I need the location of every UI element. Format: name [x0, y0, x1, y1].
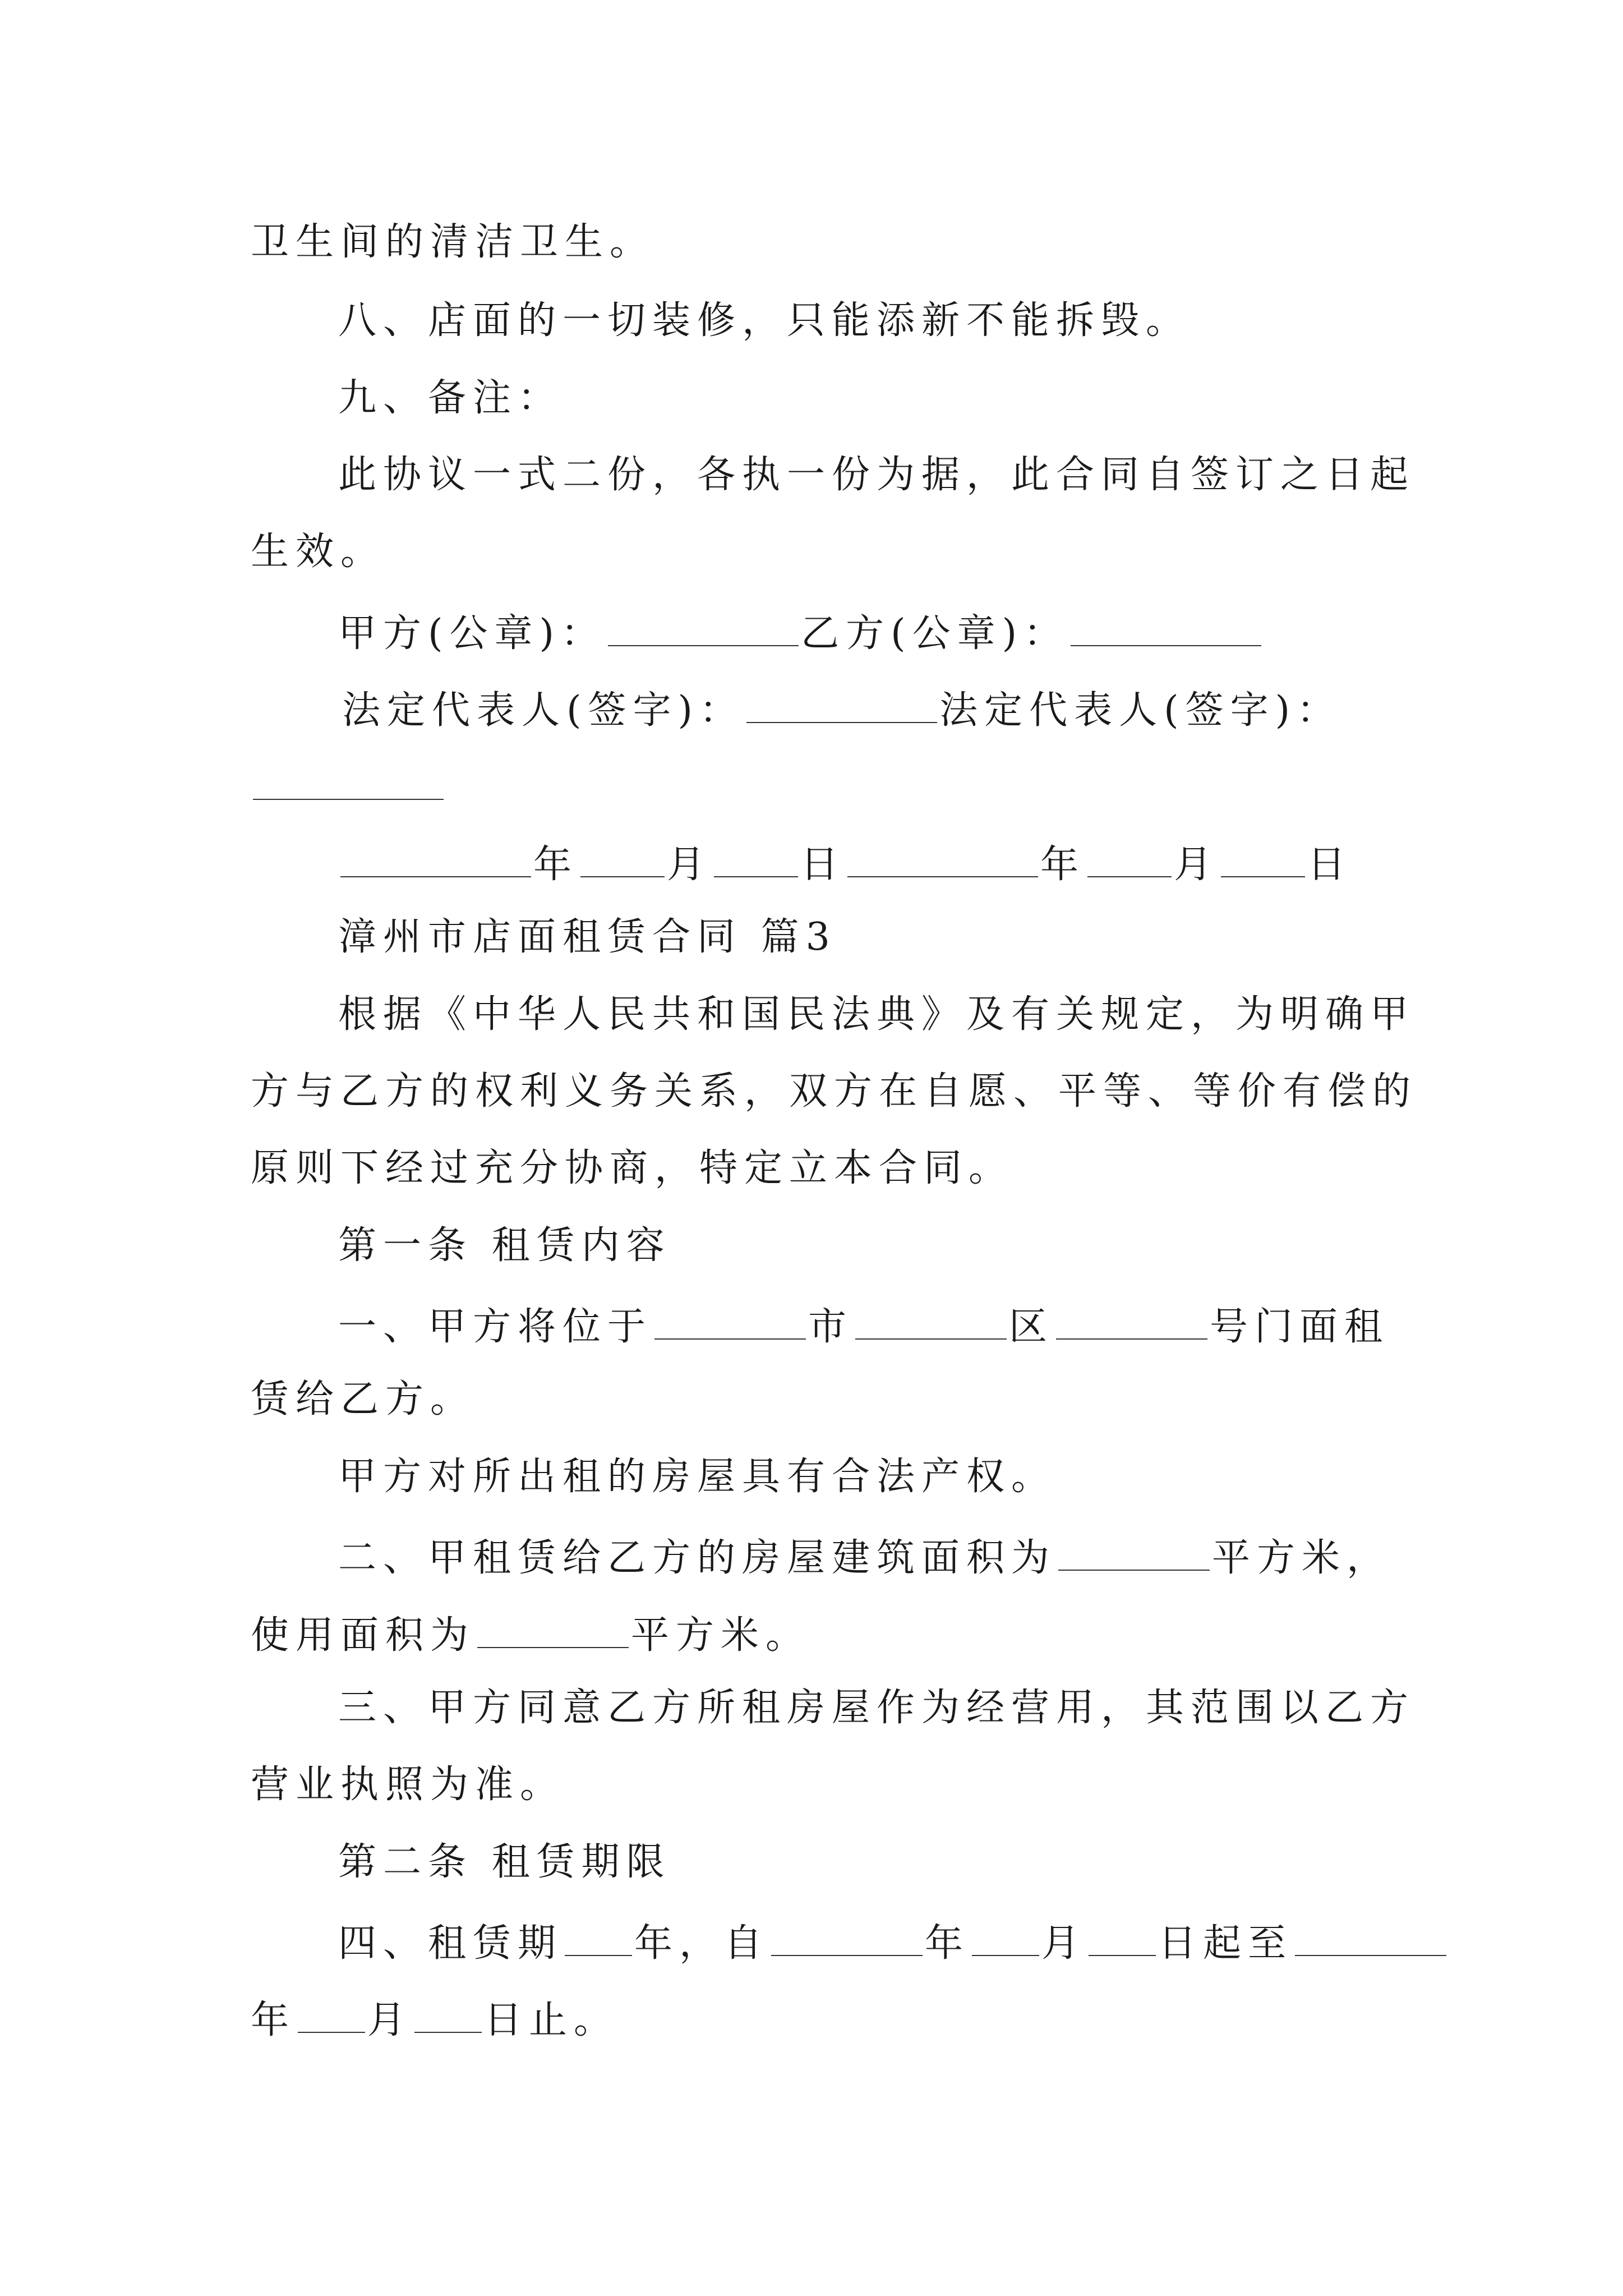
text-line	[0, 453, 1623, 497]
paragraph-text: 年，自	[634, 1921, 769, 1966]
party-b-seal-label: 乙方(公章)：	[801, 611, 1069, 656]
paragraph-text: 月	[1041, 1921, 1087, 1966]
paragraph-text: 日起至	[1158, 1921, 1293, 1966]
paragraph-text: 四、租赁期	[338, 1921, 563, 1966]
text-line	[0, 1920, 1623, 1966]
paragraph-text: 年	[925, 1921, 970, 1966]
party-a-representative-label: 法定代表人(签字)：	[342, 688, 745, 733]
party-b-representative-label: 法定代表人(签字)：	[939, 688, 1342, 733]
party-a-representative-blank[interactable]	[746, 687, 937, 723]
section-title: 漳州市店面租赁合同 篇3	[338, 915, 837, 959]
text-line	[0, 1455, 1623, 1499]
paragraph-text: 方与乙方的权利义务关系，双方在自愿、平等、等价有偿的	[251, 1069, 1418, 1114]
paragraph-text: 九、备注：	[338, 376, 563, 420]
date-month-label: 月	[1174, 843, 1219, 887]
text-line	[0, 764, 1623, 807]
date-year-blank[interactable]	[847, 841, 1038, 877]
paragraph-text: 赁给乙方。	[251, 1377, 476, 1421]
start-year-blank[interactable]	[771, 1920, 923, 1956]
text-line	[0, 1535, 1623, 1580]
house-number-blank[interactable]	[1056, 1304, 1207, 1340]
text-line	[0, 1377, 1623, 1421]
party-b-representative-blank[interactable]	[253, 764, 444, 800]
text-line	[0, 1146, 1623, 1190]
text-line	[0, 1304, 1623, 1349]
start-day-blank[interactable]	[1089, 1920, 1156, 1956]
paragraph-text: 使用面积为	[251, 1613, 476, 1658]
text-line	[0, 992, 1623, 1037]
paragraph-text: 区	[1009, 1305, 1054, 1349]
text-line	[0, 530, 1623, 574]
article-title: 第二条 租赁期限	[338, 1840, 671, 1884]
usable-area-blank[interactable]	[477, 1612, 629, 1648]
paragraph-text: 年	[251, 1998, 296, 2042]
party-a-seal-blank[interactable]	[608, 610, 799, 646]
paragraph-text: 根据《中华人民共和国民法典》及有关规定，为明确甲	[338, 992, 1415, 1037]
date-year-blank[interactable]	[340, 841, 531, 877]
paragraph-text: 此协议一式二份，各执一份为据，此合同自签订之日起	[338, 453, 1415, 497]
article-heading	[0, 1223, 1623, 1268]
text-line	[0, 1686, 1623, 1730]
paragraph-text: 日止。	[484, 1998, 619, 2042]
date-year-label: 年	[1040, 843, 1086, 887]
paragraph-text: 一、甲方将位于	[338, 1305, 653, 1349]
date-day-label: 日	[1307, 843, 1353, 887]
text-line	[0, 220, 1623, 264]
end-day-blank[interactable]	[414, 1997, 482, 2033]
date-month-blank[interactable]	[1087, 841, 1172, 877]
article-title: 第一条 租赁内容	[338, 1223, 671, 1268]
date-month-label: 月	[667, 843, 712, 887]
paragraph-text: 平方米，	[1212, 1536, 1392, 1580]
paragraph-text: 甲方对所出租的房屋具有合法产权。	[338, 1455, 1057, 1499]
paragraph-text: 市	[808, 1305, 854, 1349]
paragraph-text: 月	[367, 1998, 413, 2042]
start-month-blank[interactable]	[972, 1920, 1039, 1956]
section-heading	[0, 915, 1623, 959]
district-blank[interactable]	[855, 1304, 1007, 1340]
signature-representative-line	[0, 687, 1623, 733]
end-month-blank[interactable]	[298, 1997, 365, 2033]
clause-eight	[0, 298, 1623, 343]
text-line	[0, 1612, 1623, 1658]
lease-years-blank[interactable]	[565, 1920, 632, 1956]
date-day-label: 日	[800, 843, 846, 887]
date-month-blank[interactable]	[580, 841, 665, 877]
building-area-blank[interactable]	[1058, 1535, 1210, 1571]
paragraph-text: 原则下经过充分协商，特定立本合同。	[251, 1146, 1014, 1190]
date-day-blank[interactable]	[714, 841, 798, 877]
paragraph-text: 营业执照为准。	[251, 1763, 565, 1807]
article-heading	[0, 1840, 1623, 1884]
paragraph-text: 平方米。	[631, 1613, 811, 1658]
text-line	[0, 1997, 1623, 2040]
end-year-blank[interactable]	[1295, 1920, 1446, 1956]
city-blank[interactable]	[654, 1304, 806, 1340]
text-line	[0, 1763, 1623, 1807]
paragraph-text: 二、甲租赁给乙方的房屋建筑面积为	[338, 1536, 1057, 1580]
signature-date-line	[0, 841, 1623, 887]
paragraph-text: 三、甲方同意乙方所租房屋作为经营用，其范围以乙方	[338, 1686, 1415, 1730]
party-b-seal-blank[interactable]	[1071, 610, 1261, 646]
date-day-blank[interactable]	[1221, 841, 1305, 877]
paragraph-text: 卫生间的清洁卫生。	[251, 220, 655, 264]
date-year-label: 年	[533, 843, 579, 887]
text-line	[0, 1069, 1623, 1114]
paragraph-text: 生效。	[251, 530, 386, 574]
paragraph-text: 号门面租	[1210, 1305, 1390, 1349]
clause-nine	[0, 376, 1623, 420]
paragraph-text: 八、店面的一切装修，只能添新不能拆毁。	[338, 298, 1191, 343]
party-a-seal-label: 甲方(公章)：	[338, 611, 606, 656]
signature-party-line	[0, 610, 1623, 656]
